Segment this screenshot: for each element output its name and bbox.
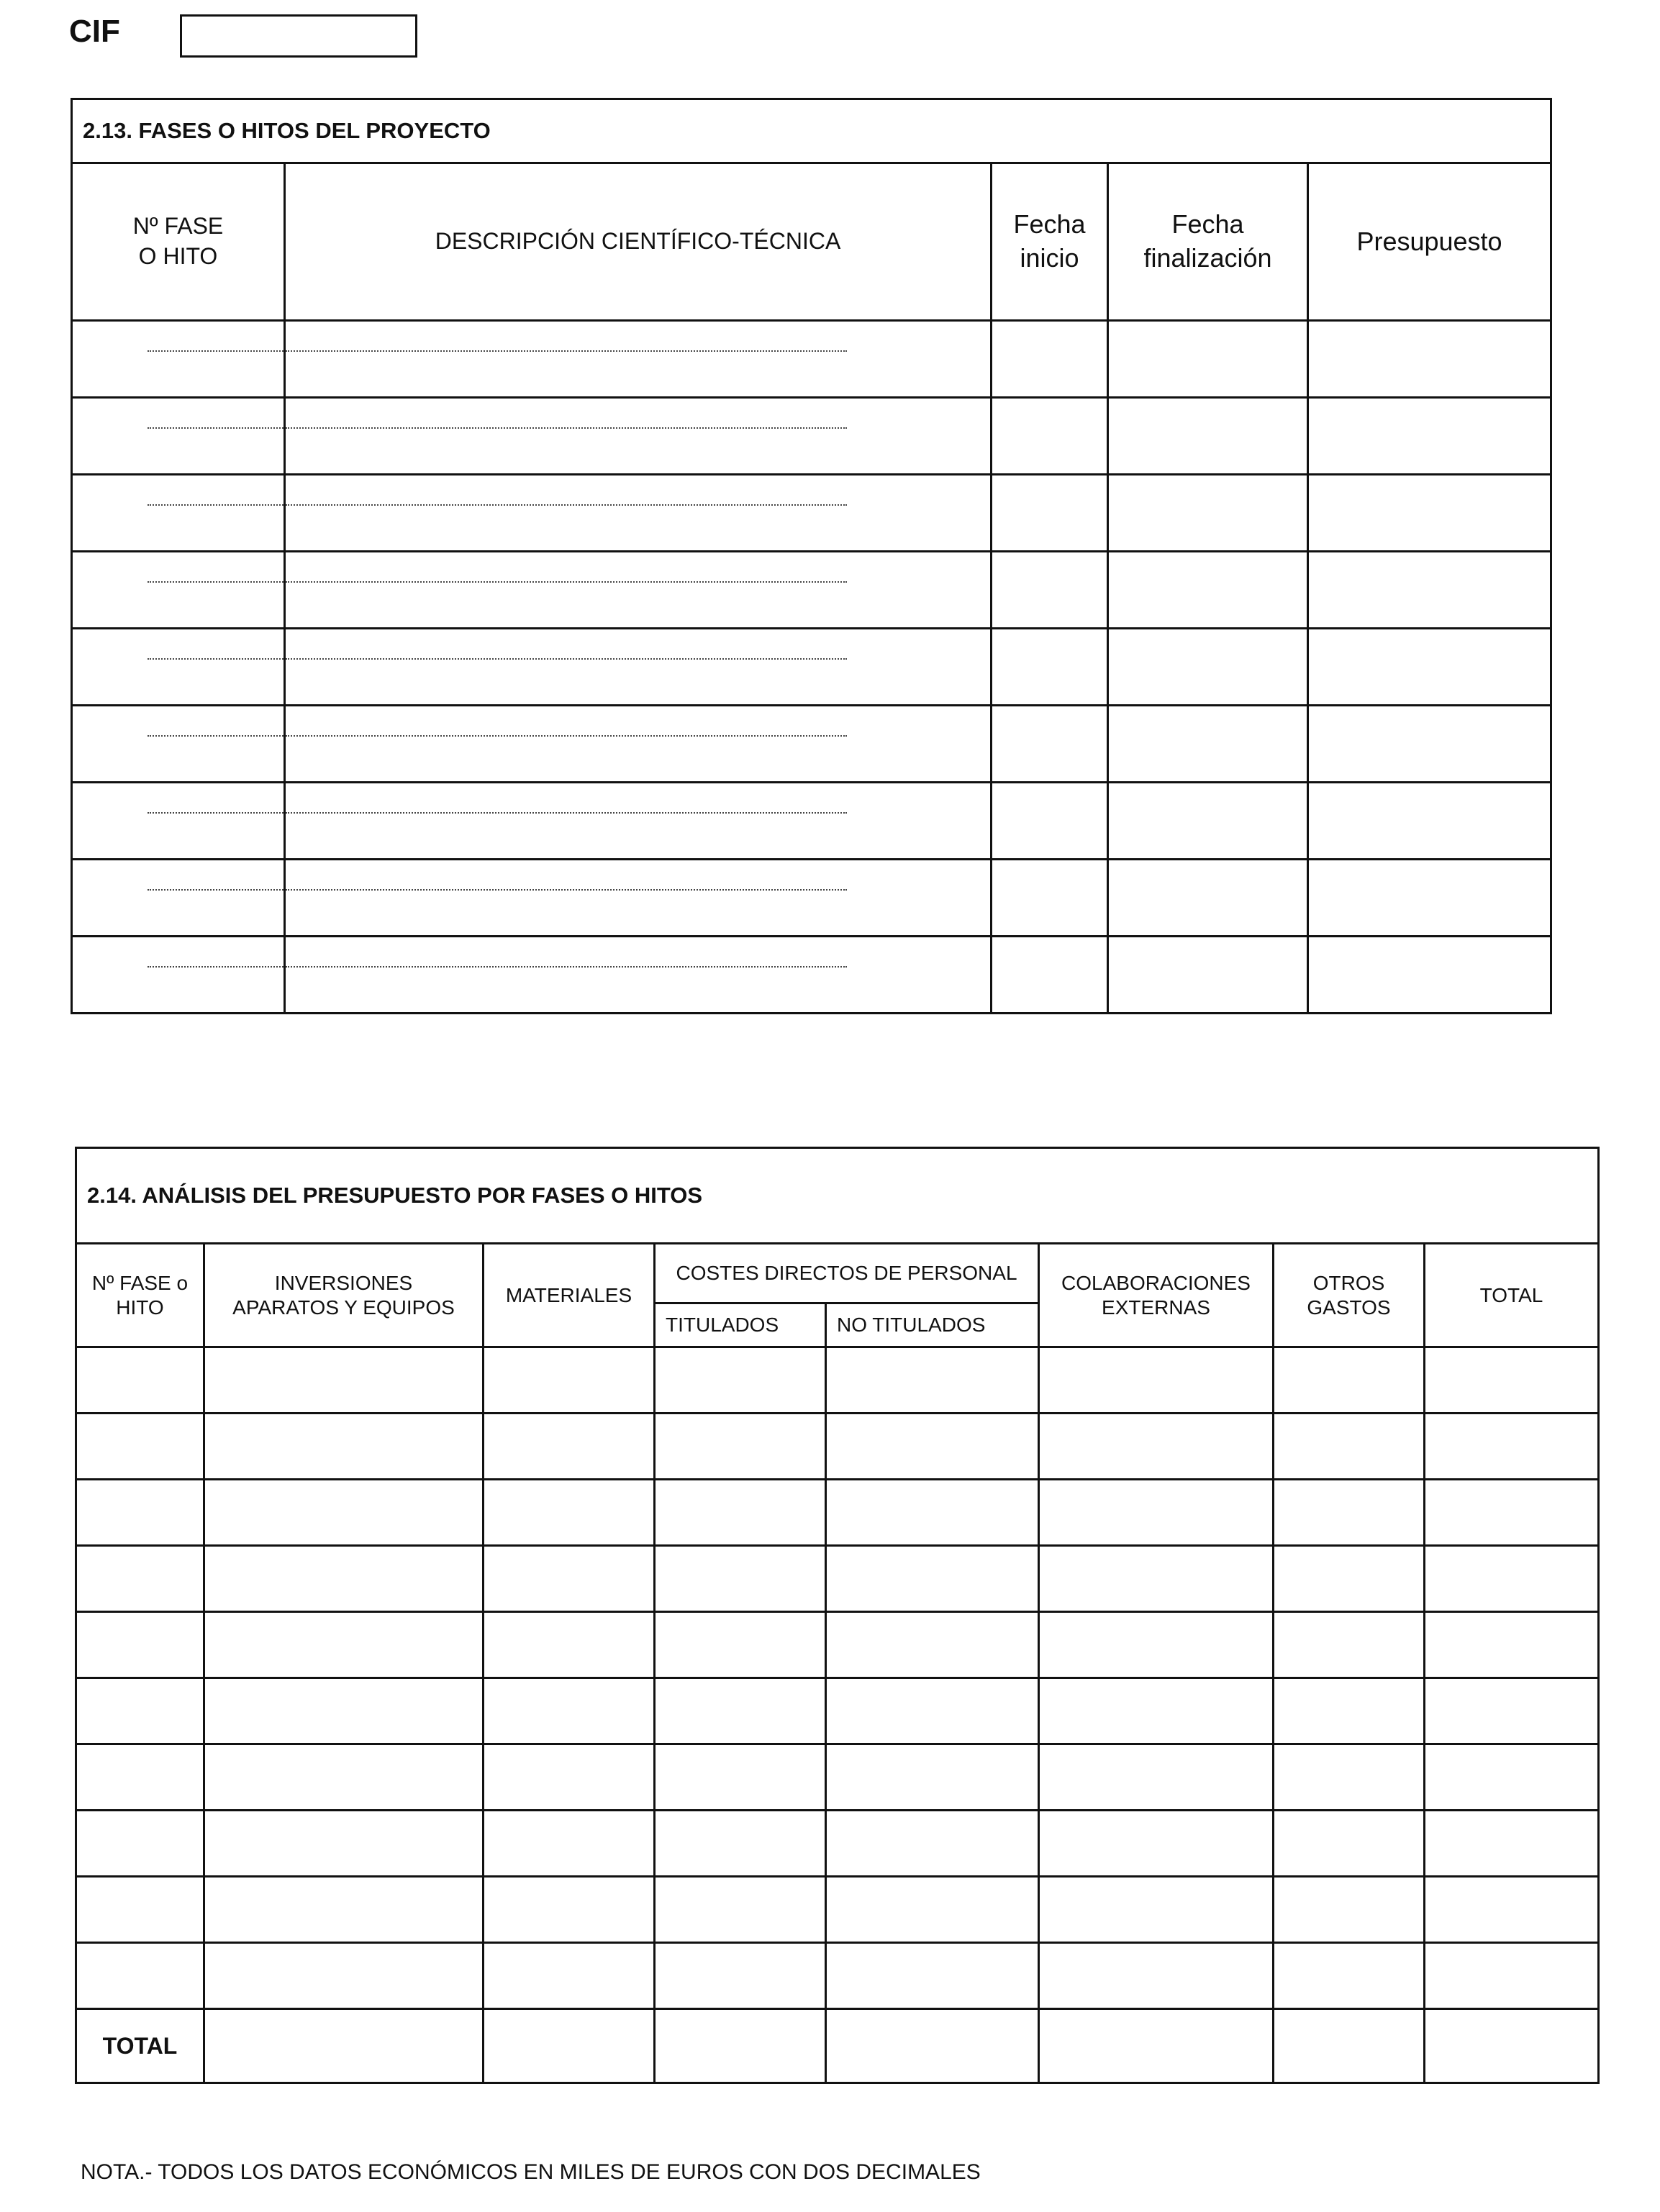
total-cell[interactable] xyxy=(1425,1877,1599,1943)
dotted-fill-line xyxy=(148,504,284,506)
end-date-cell[interactable] xyxy=(1108,783,1308,860)
collaborations-cell[interactable] xyxy=(1039,1347,1274,1414)
materials-cell[interactable] xyxy=(484,1347,655,1414)
start-date-cell[interactable] xyxy=(992,321,1108,398)
budget-header: Presupuesto xyxy=(1308,163,1551,321)
graduates-cell[interactable] xyxy=(655,1546,826,1612)
investments-cell[interactable] xyxy=(204,1546,484,1612)
budget-row xyxy=(76,1347,1599,1414)
dotted-fill-line xyxy=(286,889,847,891)
other-expenses-cell[interactable] xyxy=(1274,1877,1425,1943)
dotted-fill-line xyxy=(286,658,847,660)
other-expenses-cell[interactable] xyxy=(1274,1943,1425,2009)
materials-cell[interactable] xyxy=(484,1546,655,1612)
phase-number-cell[interactable] xyxy=(72,552,285,629)
phase-row xyxy=(72,475,1551,552)
collaborations-cell[interactable] xyxy=(1039,1877,1274,1943)
graduates-header: TITULADOS xyxy=(655,1303,826,1347)
phase-cell[interactable] xyxy=(76,1546,204,1612)
phase-row xyxy=(72,629,1551,706)
materials-cell[interactable] xyxy=(484,1480,655,1546)
other-expenses-cell[interactable] xyxy=(1274,1612,1425,1678)
dotted-fill-line xyxy=(148,427,284,429)
collaborations-cell[interactable] xyxy=(1039,1480,1274,1546)
end-date-cell[interactable] xyxy=(1108,552,1308,629)
materials-cell[interactable] xyxy=(484,1943,655,2009)
other-expenses-cell[interactable] xyxy=(1274,1480,1425,1546)
graduates-cell[interactable] xyxy=(655,1414,826,1480)
dotted-fill-line xyxy=(148,350,284,352)
collaborations-cell[interactable] xyxy=(1039,1414,1274,1480)
graduates-cell[interactable] xyxy=(655,1347,826,1414)
collaborations-cell[interactable] xyxy=(1039,1612,1274,1678)
budget-row xyxy=(76,1612,1599,1678)
total-cell[interactable] xyxy=(1425,1612,1599,1678)
graduates-cell[interactable] xyxy=(655,1943,826,2009)
budget-cell[interactable] xyxy=(1308,552,1551,629)
dotted-fill-line xyxy=(148,966,284,968)
collaborations-header: COLABORACIONES EXTERNAS xyxy=(1039,1244,1274,1347)
total-cell[interactable] xyxy=(1425,2009,1599,2083)
phase-number-cell[interactable] xyxy=(72,937,285,1014)
other-expenses-cell[interactable] xyxy=(1274,1811,1425,1877)
budget-analysis-table xyxy=(75,1147,1600,2084)
collaborations-cell[interactable] xyxy=(1039,1811,1274,1877)
dotted-fill-line xyxy=(286,350,847,352)
investments-cell[interactable] xyxy=(204,1414,484,1480)
phase-number-cell[interactable] xyxy=(72,706,285,783)
budget-row xyxy=(76,1943,1599,2009)
budget-cell[interactable] xyxy=(1308,398,1551,475)
non-graduates-cell[interactable] xyxy=(826,1480,1039,1546)
non-graduates-cell[interactable] xyxy=(826,1678,1039,1744)
budget-row xyxy=(76,1414,1599,1480)
total-cell[interactable] xyxy=(1425,1744,1599,1811)
non-graduates-cell[interactable] xyxy=(826,1612,1039,1678)
materials-cell[interactable] xyxy=(484,1744,655,1811)
phase-row xyxy=(72,552,1551,629)
materials-cell[interactable] xyxy=(484,1414,655,1480)
description-cell[interactable] xyxy=(285,706,992,783)
start-date-header: Fecha inicio xyxy=(992,163,1108,321)
dotted-fill-line xyxy=(148,581,284,583)
collaborations-cell[interactable] xyxy=(1039,1678,1274,1744)
start-date-cell[interactable] xyxy=(992,937,1108,1014)
phase-cell[interactable] xyxy=(76,1744,204,1811)
graduates-cell[interactable] xyxy=(655,1811,826,1877)
non-graduates-header: NO TITULADOS xyxy=(826,1303,1039,1347)
graduates-cell[interactable] xyxy=(655,1744,826,1811)
description-cell[interactable] xyxy=(285,475,992,552)
dotted-fill-line xyxy=(148,658,284,660)
investments-cell[interactable] xyxy=(204,1678,484,1744)
section-214-title: 2.14. ANÁLISIS DEL PRESUPUESTO POR FASES O HITOS xyxy=(76,1148,1599,1244)
phase-header: Nº FASE o HITO xyxy=(76,1244,204,1347)
phase-number-cell[interactable] xyxy=(72,398,285,475)
phase-row xyxy=(72,937,1551,1014)
investments-cell[interactable] xyxy=(204,1612,484,1678)
description-cell[interactable] xyxy=(285,398,992,475)
budget-cell[interactable] xyxy=(1308,475,1551,552)
end-date-cell[interactable] xyxy=(1108,937,1308,1014)
description-cell[interactable] xyxy=(285,321,992,398)
total-cell[interactable] xyxy=(826,2009,1039,2083)
dotted-fill-line xyxy=(286,735,847,737)
graduates-cell[interactable] xyxy=(655,1480,826,1546)
budget-cell[interactable] xyxy=(1308,321,1551,398)
budget-row xyxy=(76,1811,1599,1877)
phase-cell[interactable] xyxy=(76,1678,204,1744)
other-expenses-cell[interactable] xyxy=(1274,1414,1425,1480)
start-date-cell[interactable] xyxy=(992,475,1108,552)
collaborations-cell[interactable] xyxy=(1039,1744,1274,1811)
dotted-fill-line xyxy=(286,581,847,583)
description-cell[interactable] xyxy=(285,629,992,706)
budget-cell[interactable] xyxy=(1308,860,1551,937)
total-header: TOTAL xyxy=(1425,1244,1599,1347)
end-date-cell[interactable] xyxy=(1108,629,1308,706)
dotted-fill-line xyxy=(148,812,284,814)
total-cell[interactable] xyxy=(1425,1943,1599,2009)
total-cell[interactable] xyxy=(1425,1347,1599,1414)
other-expenses-cell[interactable] xyxy=(1274,1678,1425,1744)
description-cell[interactable] xyxy=(285,552,992,629)
end-date-cell[interactable] xyxy=(1108,706,1308,783)
budget-cell[interactable] xyxy=(1308,937,1551,1014)
phase-number-cell[interactable] xyxy=(72,475,285,552)
investments-header: INVERSIONES APARATOS Y EQUIPOS xyxy=(204,1244,484,1347)
personnel-costs-header: COSTES DIRECTOS DE PERSONAL xyxy=(655,1244,1039,1303)
dotted-fill-line xyxy=(148,735,284,737)
dotted-fill-line xyxy=(286,427,847,429)
phase-row xyxy=(72,321,1551,398)
total-cell[interactable] xyxy=(1425,1414,1599,1480)
investments-cell[interactable] xyxy=(204,1347,484,1414)
phase-row xyxy=(72,706,1551,783)
other-expenses-header: OTROS GASTOS xyxy=(1274,1244,1425,1347)
graduates-cell[interactable] xyxy=(655,1612,826,1678)
phases-table xyxy=(71,98,1552,1014)
total-cell[interactable] xyxy=(1039,2009,1274,2083)
other-expenses-cell[interactable] xyxy=(1274,1347,1425,1414)
phase-cell[interactable] xyxy=(76,1347,204,1414)
other-expenses-cell[interactable] xyxy=(1274,1546,1425,1612)
dotted-fill-line xyxy=(286,812,847,814)
phase-number-cell[interactable] xyxy=(72,860,285,937)
materials-cell[interactable] xyxy=(484,1877,655,1943)
phase-cell[interactable] xyxy=(76,1480,204,1546)
total-cell[interactable] xyxy=(484,2009,655,2083)
budget-row xyxy=(76,1480,1599,1546)
graduates-cell[interactable] xyxy=(655,1877,826,1943)
end-date-cell[interactable] xyxy=(1108,321,1308,398)
phase-row xyxy=(72,860,1551,937)
phase-row xyxy=(72,783,1551,860)
description-cell[interactable] xyxy=(285,937,992,1014)
phase-cell[interactable] xyxy=(76,1877,204,1943)
phase-number-cell[interactable] xyxy=(72,629,285,706)
start-date-cell[interactable] xyxy=(992,398,1108,475)
investments-cell[interactable] xyxy=(204,1877,484,1943)
non-graduates-cell[interactable] xyxy=(826,1943,1039,2009)
non-graduates-cell[interactable] xyxy=(826,1877,1039,1943)
budget-cell[interactable] xyxy=(1308,706,1551,783)
budget-cell[interactable] xyxy=(1308,783,1551,860)
non-graduates-cell[interactable] xyxy=(826,1546,1039,1612)
total-row-label: TOTAL xyxy=(76,2009,204,2083)
start-date-cell[interactable] xyxy=(992,552,1108,629)
start-date-cell[interactable] xyxy=(992,706,1108,783)
start-date-cell[interactable] xyxy=(992,783,1108,860)
graduates-cell[interactable] xyxy=(655,1678,826,1744)
non-graduates-cell[interactable] xyxy=(826,1414,1039,1480)
description-cell[interactable] xyxy=(285,783,992,860)
materials-cell[interactable] xyxy=(484,1612,655,1678)
materials-cell[interactable] xyxy=(484,1811,655,1877)
dotted-fill-line xyxy=(286,504,847,506)
total-cell[interactable] xyxy=(1425,1546,1599,1612)
non-graduates-cell[interactable] xyxy=(826,1811,1039,1877)
end-date-header: Fecha finalización xyxy=(1108,163,1308,321)
investments-cell[interactable] xyxy=(204,1744,484,1811)
materials-header: MATERIALES xyxy=(484,1244,655,1347)
total-cell[interactable] xyxy=(204,2009,484,2083)
total-cell[interactable] xyxy=(1425,1811,1599,1877)
collaborations-cell[interactable] xyxy=(1039,1546,1274,1612)
phase-row xyxy=(72,398,1551,475)
start-date-cell[interactable] xyxy=(992,629,1108,706)
other-expenses-cell[interactable] xyxy=(1274,1744,1425,1811)
investments-cell[interactable] xyxy=(204,1480,484,1546)
description-cell[interactable] xyxy=(285,860,992,937)
end-date-cell[interactable] xyxy=(1108,398,1308,475)
budget-row xyxy=(76,1744,1599,1811)
total-cell[interactable] xyxy=(1425,1480,1599,1546)
budget-cell[interactable] xyxy=(1308,629,1551,706)
total-cell[interactable] xyxy=(1274,2009,1425,2083)
section-213-title: 2.13. FASES O HITOS DEL PROYECTO xyxy=(72,99,1551,163)
dotted-fill-line xyxy=(286,966,847,968)
non-graduates-cell[interactable] xyxy=(826,1744,1039,1811)
phase-number-cell[interactable] xyxy=(72,321,285,398)
non-graduates-cell[interactable] xyxy=(826,1347,1039,1414)
phase-cell[interactable] xyxy=(76,1811,204,1877)
total-cell[interactable] xyxy=(655,2009,826,2083)
budget-row xyxy=(76,1877,1599,1943)
budget-row xyxy=(76,1678,1599,1744)
end-date-cell[interactable] xyxy=(1108,860,1308,937)
investments-cell[interactable] xyxy=(204,1811,484,1877)
total-cell[interactable] xyxy=(1425,1678,1599,1744)
start-date-cell[interactable] xyxy=(992,860,1108,937)
cif-label: CIF xyxy=(69,14,120,49)
materials-cell[interactable] xyxy=(484,1678,655,1744)
phase-cell[interactable] xyxy=(76,1612,204,1678)
cif-input[interactable] xyxy=(180,14,417,58)
phase-header: Nº FASE O HITO xyxy=(72,163,285,321)
footnote: NOTA.- TODOS LOS DATOS ECONÓMICOS EN MILES DE EUROS CON DOS DECIMALES xyxy=(81,2160,981,2184)
phase-number-cell[interactable] xyxy=(72,783,285,860)
collaborations-cell[interactable] xyxy=(1039,1943,1274,2009)
dotted-fill-line xyxy=(148,889,284,891)
budget-row xyxy=(76,1546,1599,1612)
phase-cell[interactable] xyxy=(76,1943,204,2009)
end-date-cell[interactable] xyxy=(1108,475,1308,552)
investments-cell[interactable] xyxy=(204,1943,484,2009)
phase-cell[interactable] xyxy=(76,1414,204,1480)
description-header: DESCRIPCIÓN CIENTÍFICO-TÉCNICA xyxy=(285,163,992,321)
